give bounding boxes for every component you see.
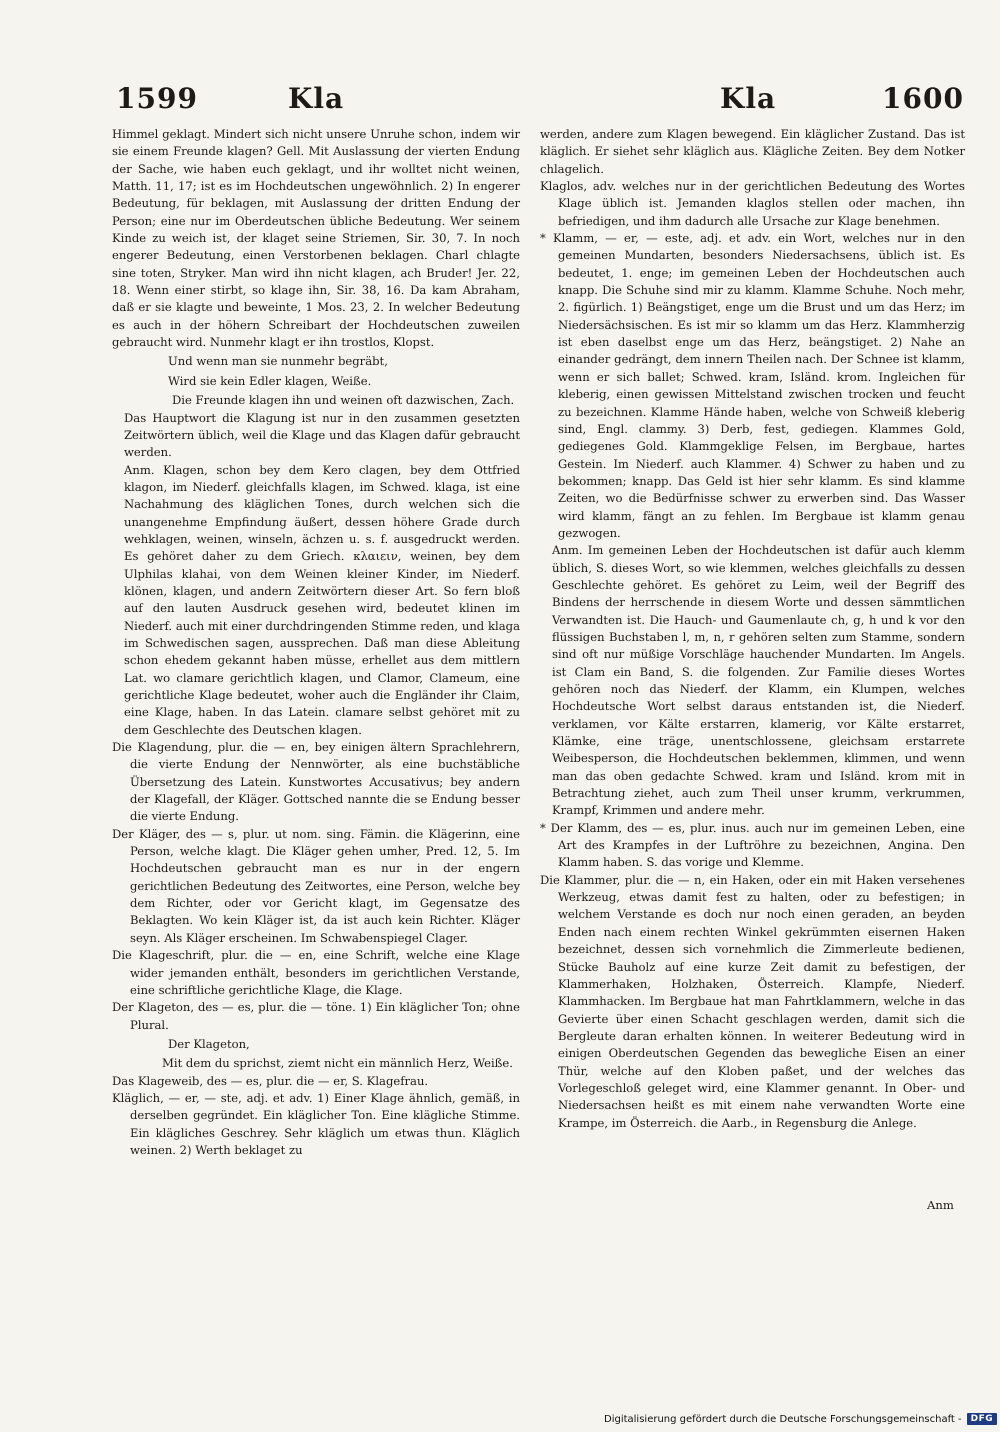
right-page-number: 1600 bbox=[882, 82, 964, 115]
digitization-footer bbox=[604, 1413, 997, 1425]
left-column bbox=[112, 126, 520, 1159]
entry-klaeger: Der Kläger, des — s, plur. ut nom. sing. Fämin. die Klägerinn, eine Person, welche klagt. Die Kläger gehen umher, Pred. 12, 5. Im Hochdeutschen gebraucht man es nur in der engern gerichtlichen Bedeutung des Zeitwortes, eine Person, welche bey dem Richter, oder vor Gericht klagt, im Gegensatze des Beklagten. Wo kein Kläger ist, da ist auch kein Richter. Kläger seyn. Als Kläger erscheinen. Im Schwabenspiegel Clager. bbox=[112, 826, 520, 945]
entry-klamm-noun: * Der Klamm, des — es, plur. inus. auch nur im gemeinen Leben, eine Art des Krampfes in der Luftröhre zu bezeichnen, Angina. Den Klamm haben. S. das vorige und Klemme. bbox=[540, 820, 965, 870]
annotation-klagen: Anm. Klagen, schon bey dem Kero clagen, bey dem Ottfried klagon, im Niederf. gleichfalls klagen, im Schwed. klaga, ist eine Nachahmung des kläglichen Tones, durch welchen sich die unangenehme Empfindung äußert, dessen höhere Grade durch wehklagen, weinen, winseln, ächzen u. s. f. ausgedruckt werden. Es gehöret daher zu dem Griech. κλαιειν, weinen, bey dem Ulphilas klahai, von dem Weinen kleiner Kinder, im Niederf. klönen, klagen, und andern Zeitwörtern dieser Art. So fern bloß auf den lauten Ausdruck gesehen wird, bedeutet klinen im Niederf. auch mit einer durchdringenden Stimme reden, und klaga im Schwedischen sagen, aussprechen. Daß man diese Ableitung schon ehedem gekannt haben müsse, erhellet aus dem mittlern Lat. wo clamare gerichtlich klagen, und Clamor, Clameum, eine gerichtliche Klage bedeutet, woher auch die Engländer ihr Claim, eine Klage, haben. In das Latein. clamare selbst gehöret mit zu dem Geschlechte des Deutschen klagen. bbox=[124, 462, 520, 737]
entry-klaglos: Klaglos, adv. welches nur in der gerichtlichen Bedeutung des Wortes Klage üblich ist. Jemanden klaglos stellen oder machen, ihn befriedigen, und ihm dadurch alle Ursache zur Klage benehmen. bbox=[540, 179, 965, 228]
entry-klageweib: Das Klageweib, des — es, plur. die — er, S. Klagefrau. bbox=[112, 1073, 429, 1088]
left-page-number: 1599 bbox=[116, 82, 198, 115]
verse-line: Der Klageton, bbox=[168, 1036, 250, 1051]
verse-line: Und wenn man sie nunmehr begräbt, bbox=[168, 354, 388, 369]
entry-klageschrift: Die Klageschrift, plur. die — en, eine Schrift, welche eine Klage wider jemanden enthält, besonders im gerichtlichen Verstande, eine schriftliche gerichtliche Klage, die Klage. bbox=[112, 948, 520, 997]
verse-line: Wird sie kein Edler klagen, Weiße. bbox=[168, 373, 372, 388]
right-column bbox=[540, 126, 965, 1132]
quote-line: Die Freunde klagen ihn und weinen oft dazwischen, Zach. bbox=[172, 393, 515, 408]
entry-klageton: Der Klageton, des — es, plur. die — töne. 1) Ein kläglicher Ton; ohne Plural. bbox=[112, 1000, 520, 1032]
footer-text: Digitalisierung gefördert durch die Deutsche Forschungsgemeinschaft - bbox=[604, 1413, 962, 1425]
entry-klamm-adj: * Klamm, — er, — este, adj. et adv. ein Wort, welches nur in den gemeinen Mundarten, besonders Niedersachsens, üblich ist. Es bedeutet, 1. enge; im gemeinen Leben der Hochdeutschen auch knapp. Die Schuhe sind mir zu klamm. Klamme Schuhe. Noch mehr, 2. figürlich. 1) Beängstiget, enge um die Brust und um das Herz; im Niedersächsischen. Es ist mir so klamm um das Herz. Klammherzig ist eben daselbst enge um das Herz, beängstiget. 2) Nahe an einander gedrängt, dem innern Theilen nach. Der Schnee ist klamm, wenn er sich ballet; Schwed. kram, Isländ. krom. Ingleichen für kleberig, einen gewissen Mittelstand zwischen trocken und feucht zu bezeichnen. Klamme Hände haben, welche von Schweiß kleberig sind, Engl. clammy. 3) Derb, fest, gediegen. Klammes Gold, gediegenes Gold. Klammgeklige Felsen, im Bergbaue, hartes Gestein. Im Niederf. auch Klammer. 4) Schwer zu haben und zu bekommen; knapp. Das Geld ist hier sehr klamm. Es sind klamme Zeiten, wo die Bedürfnisse schwer zu erwerben sind. Das Wasser wird klamm, fängt an zu fehlen. Im Bergbaue ist klamm genau gezwogen. bbox=[540, 231, 965, 540]
annotation-klamm: Anm. Im gemeinen Leben der Hochdeutschen ist dafür auch klemm üblich, S. dieses Wort, so wie klemmen, welches gleichfalls zu dessen Geschlechte gehöret. Es gehöret zu Leim, weil der Begriff des Bindens der herrschende in diesem Worte und dessen sämmtlichen Verwandten ist. Die Hauch- und Gaumenlaute ch, g, h und k vor den flüssigen Buchstaben l, m, n, r gehören selten zum Stamme, sondern sind oft nur müßige Vorschläge hauchender Mundarten. Im Angels. ist Clam ein Band, S. die folgenden. Zur Familie dieses Wortes gehören noch das Niederf. der Klamm, ein Klumpen, welches Hochdeutsche Wort selbst daraus entstanden ist, die Niederf. verklamen, vor Kälte erstarren, klamerig, vor Kälte erstarret, Klämke, eine träge, unentschlossene, gleichsam erstarrete Weibesperson, die Hochdeutschen beklemmen, klimmen, und wenn man das oben gedachte Schwed. kram und Isländ. krom mit in Betrachtung ziehet, auch zum Theil unser krumm, verkrummen, Krampf, Krimmen und andere mehr. bbox=[552, 543, 965, 818]
entry-klagendung: Die Klagendung, plur. die — en, bey einigen ältern Sprachlehrern, die vierte Endung der Nennwörter, als eine buchstäbliche Übersetzung des Latein. Kunstwortes Accusativus; bey andern der Klagefall, der Kläger. Gottsched nannte die se Endung besser die vierte Endung. bbox=[112, 740, 520, 824]
entry-klagen-continued: Himmel geklagt. Mindert sich nicht unsere Unruhe schon, indem wir sie einem Freunde klagen? Gell. Mit Auslassung der vierten Endung der Sache, wie haben euch geklagt, und ihr wolltet nicht weinen, Matth. 11, 17; ist es im Hochdeutschen ungewöhnlich. 2) In engerer Bedeutung, für beklagen, mit Auslassung der dritten Endung der Person; eine nur im Oberdeutschen übliche Bedeutung. Wer seinem Kinde zu weich ist, der klaget seine Striemen, Sir. 30, 7. In noch engerer Bedeutung, einen Verstorbenen beklagen. Charl chlagte sine toten, Stryker. Man wird ihn nicht klagen, ach Bruder! Jer. 22, 18. Wenn einer stirbt, so klage ihn, Sir. 38, 16. Da kam Abraham, daß er sie klagte und beweinte, 1 Mos. 23, 2. In welcher Bedeutung es auch in der höhern Schreibart der Hochdeutschen zuweilen gebraucht wird. Nunmehr klagt er ihn trostlos, Klopst. bbox=[112, 127, 520, 350]
catchword: Anm bbox=[927, 1198, 954, 1212]
paragraph-klagung: Das Hauptwort die Klagung ist nur in den zusammen gesetzten Zeitwörtern üblich, weil die Klage und das Klagen dafür gebraucht werden. bbox=[124, 410, 520, 460]
verse-line: Mit dem du sprichst, ziemt nicht ein männlich Herz, Weiße. bbox=[162, 1056, 513, 1071]
dfg-logo: DFG bbox=[967, 1413, 998, 1425]
left-running-head: Kla bbox=[288, 82, 345, 115]
entry-klammer: Die Klammer, plur. die — n, ein Haken, oder ein mit Haken versehenes Werkzeug, etwas damit fest zu halten, oder zu befestigen; in welchem Verstande es doch nur noch einen geraden, an beyden Enden nach einem rechten Winkel gekrümmten eisernen Haken bezeichnet, dessen sich vornehmlich die Zimmerleute bedienen, Stücke Bauholz auf eine kurze Zeit damit zu befestigen, der Klammerhaken, Holzhaken, Österreich. Klampfe, Niederf. Klammhacken. Im Bergbaue hat man Fahrtklammern, welche in das Gevierte über einen Schacht geschlagen werden, damit sich die Bergleute daran erhalten können. In weiterer Bedeutung wird in einigen Oberdeutschen Gegenden das bewegliche Eisen an einer Thür, welche auf den Kloben paßet, und der welches das Vorlegeschloß geleget wird, eine Klammer genannt. In Ober- und Niedersachsen heißt es mit einem nahe verwandten Worte eine Krampe, im Österreich. die Aarb., in Regensburg die Anlege. bbox=[540, 872, 965, 1130]
entry-klaeglich-continued: werden, andere zum Klagen bewegend. Ein kläglicher Zustand. Das ist kläglich. Er siehet sehr kläglich aus. Klägliche Zeiten. Bey dem Notker chlagelich. bbox=[540, 127, 965, 176]
entry-klaeglich: Kläglich, — er, — ste, adj. et adv. 1) Einer Klage ähnlich, gemäß, in derselben gegründet. Ein kläglicher Ton. Eine klägliche Stimme. Ein klägliches Geschrey. Sehr kläglich um etwas thun. Kläglich weinen. 2) Werth beklaget zu bbox=[112, 1090, 520, 1157]
right-running-head: Kla bbox=[720, 82, 777, 115]
